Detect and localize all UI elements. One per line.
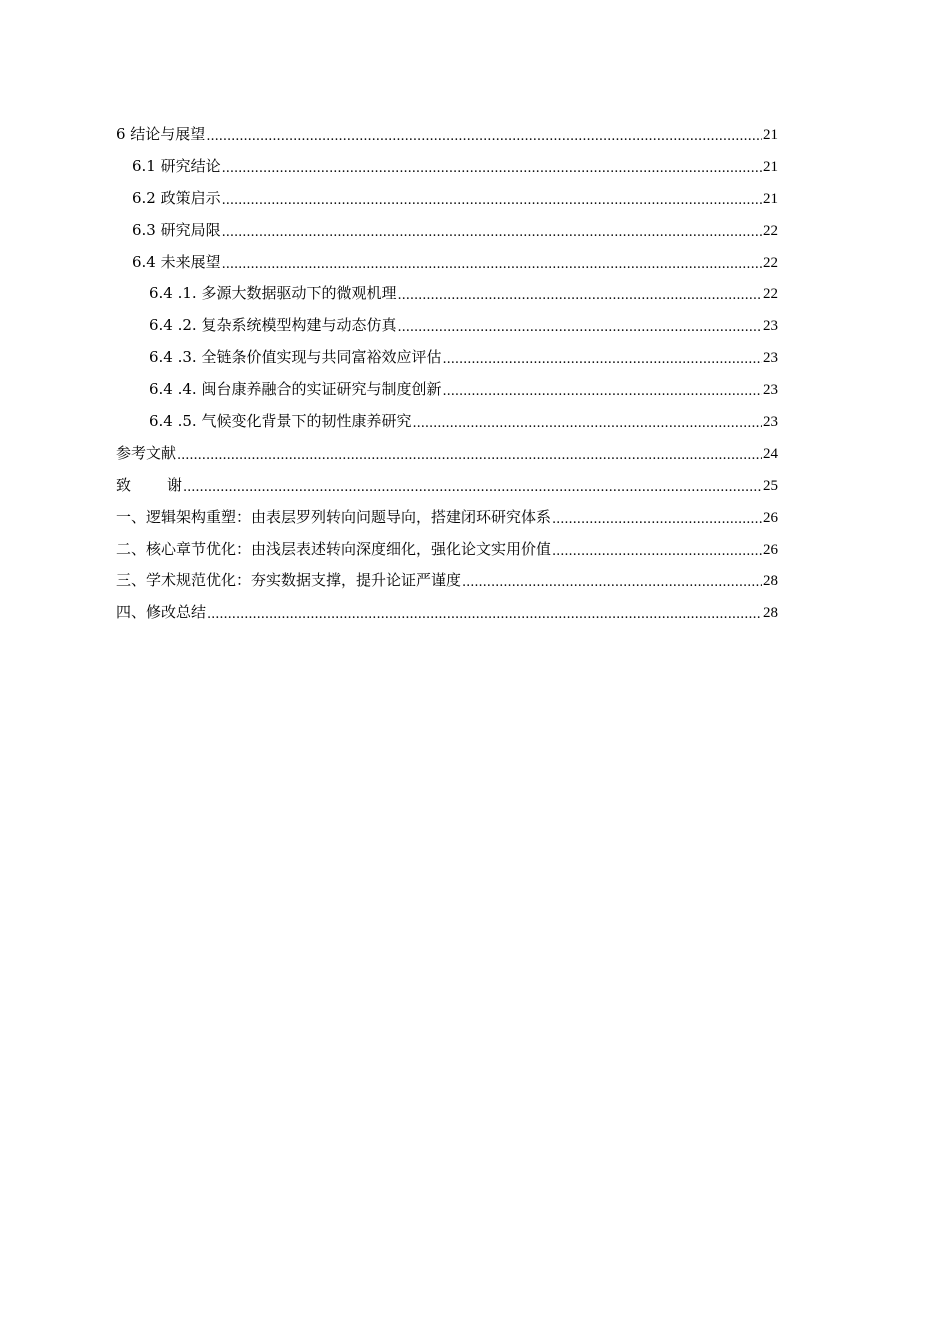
- toc-entry-title: [116, 473, 182, 497]
- toc-dot-leader: [222, 155, 762, 181]
- toc-dot-leader: [222, 187, 762, 213]
- toc-page-number: 23: [763, 350, 778, 367]
- toc-entry-title: 6.4 .1. 多源大数据驱动下的微观机理: [149, 284, 397, 303]
- toc-entry-title: 6.4 未来展望: [132, 252, 221, 271]
- toc-dot-leader: [397, 282, 762, 308]
- toc-entry[interactable]: [116, 505, 778, 537]
- toc-page-number: 22: [763, 254, 778, 271]
- toc-dot-leader: [442, 378, 762, 404]
- toc-entry-title: 四、修改总结: [116, 603, 207, 622]
- toc-entry-title: 6.4 .4. 闽台康养融合的实证研究与制度创新: [149, 380, 442, 399]
- toc-dot-leader: [207, 601, 762, 627]
- toc-page-number: 22: [763, 222, 778, 239]
- toc-page-number: 21: [763, 158, 778, 175]
- toc-entry[interactable]: [116, 568, 778, 600]
- toc-entry[interactable]: [116, 473, 778, 505]
- toc-entry-title: 一、逻辑架构重塑：由表层罗列转向问题导向，搭建闭环研究体系: [116, 507, 552, 526]
- toc-dot-leader: [222, 251, 762, 277]
- toc-entry[interactable]: [116, 409, 778, 441]
- toc-dot-leader: [552, 506, 762, 532]
- toc-page-number: 22: [763, 286, 778, 303]
- toc-entry-title-char: 致: [116, 475, 168, 494]
- toc-entry[interactable]: [116, 313, 778, 345]
- toc-entry-title: 参考文献: [116, 443, 177, 462]
- toc-dot-leader: [397, 314, 762, 340]
- toc-page-number: 24: [763, 445, 778, 462]
- toc-entry-title: 二、核心章节优化：由浅层表述转向深度细化，强化论文实用价值: [116, 539, 552, 558]
- toc-page-number: 21: [763, 127, 778, 143]
- toc-entry-title: 6.4 .3. 全链条价值实现与共同富裕效应评估: [149, 348, 442, 367]
- toc-page-number: 21: [763, 190, 778, 207]
- toc-dot-leader: [442, 346, 762, 372]
- toc-entry[interactable]: [116, 281, 778, 313]
- toc-entry[interactable]: [116, 154, 778, 186]
- toc-entry-title: 6.2 政策启示: [132, 188, 221, 207]
- toc-dot-leader: [412, 410, 762, 436]
- toc-dot-leader: [177, 442, 762, 468]
- toc-page-number: 23: [763, 382, 778, 399]
- toc-dot-leader: [183, 474, 762, 500]
- toc-page-number: 26: [763, 541, 778, 558]
- toc-dot-leader: [462, 569, 762, 595]
- toc-entry-title: 6.1 研究结论: [132, 156, 221, 175]
- toc-entry[interactable]: [116, 441, 778, 473]
- toc-entry[interactable]: [116, 122, 778, 154]
- toc-entry[interactable]: [116, 250, 778, 282]
- toc-entry-title: 6 结论与展望: [116, 125, 206, 143]
- toc-dot-leader: [206, 123, 762, 149]
- toc-page-number: 26: [763, 509, 778, 526]
- toc-page-number: 25: [763, 477, 778, 494]
- toc-page-number: 28: [763, 605, 778, 622]
- toc-entry-title-char: 谢: [167, 475, 183, 494]
- toc-entry-title: 6.4 .2. 复杂系统模型构建与动态仿真: [149, 316, 397, 335]
- toc-entry-title: 三、学术规范优化：夯实数据支撑，提升论证严谨度: [116, 571, 462, 590]
- toc-entry-title: 6.4 .5. 气候变化背景下的韧性康养研究: [149, 412, 412, 431]
- toc-entry[interactable]: [116, 600, 778, 632]
- toc-dot-leader: [222, 219, 762, 245]
- toc-entry[interactable]: [116, 377, 778, 409]
- toc-dot-leader: [552, 538, 762, 564]
- toc-page-number: 23: [763, 414, 778, 431]
- toc-entry-title: 6.3 研究局限: [132, 220, 221, 239]
- toc-page-number: 23: [763, 318, 778, 335]
- toc-entry[interactable]: [116, 186, 778, 218]
- toc-entry[interactable]: [116, 345, 778, 377]
- toc-page-number: 28: [763, 573, 778, 590]
- toc-entry[interactable]: [116, 537, 778, 569]
- table-of-contents: [116, 122, 778, 632]
- toc-entry[interactable]: [116, 218, 778, 250]
